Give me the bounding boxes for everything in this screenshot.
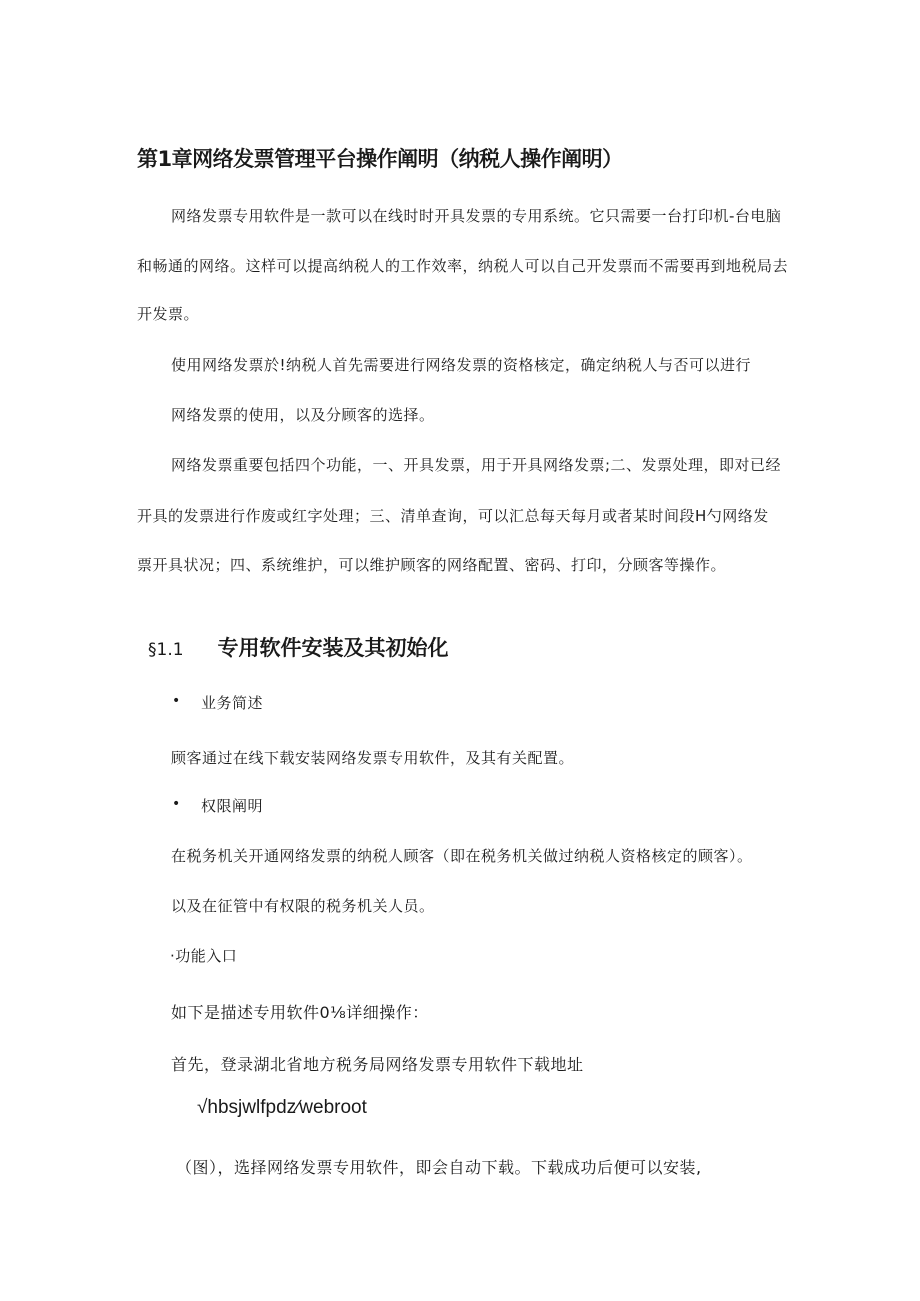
usage-paragraph-line-2: 网络发票的使用，以及分顾客的选择。 bbox=[171, 406, 435, 424]
functions-paragraph-line-3: 票开具状况；四、系统维护，可以维护顾客的网络配置、密码、打印，分顾客等操作。 bbox=[137, 556, 727, 574]
permission-label: 权限阐明 bbox=[201, 797, 264, 815]
permission-line-1: 在税务机关开通网络发票的纳税人顾客（即在税务机关做过纳税人资格核定的顾客）。 bbox=[171, 847, 753, 865]
entry-line-1: 如下是描述专用软件0⅛详细操作： bbox=[171, 1003, 429, 1022]
permission-bullet: • bbox=[172, 796, 181, 812]
section-heading bbox=[148, 632, 449, 662]
business-bullet: • bbox=[172, 693, 181, 709]
intro-paragraph-line-3: 开发票。 bbox=[137, 305, 200, 323]
section-title: 专用软件安装及其初始化 bbox=[217, 636, 449, 660]
entry-line-3: （图），选择网络发票专用软件，即会自动下载。下载成功后便可以安装, bbox=[176, 1158, 702, 1177]
section-number: §1.1 bbox=[148, 640, 184, 660]
entry-label: ·功能入口 bbox=[170, 947, 238, 965]
business-text: 顾客通过在线下载安装网络发票专用软件，及其有关配置。 bbox=[171, 749, 575, 767]
permission-line-2: 以及在征管中有权限的税务机关人员。 bbox=[171, 897, 435, 915]
functions-paragraph-line-2: 开具的发票进行作废或红字处理；三、清单查询，可以汇总每天每月或者某时间段H勺网络发 bbox=[137, 507, 769, 525]
download-url: √hbsjwlfpdz∕webroot bbox=[197, 1097, 367, 1118]
business-label: 业务简述 bbox=[201, 694, 264, 712]
intro-paragraph-line-1: 网络发票专用软件是一款可以在线时时开具发票的专用系统。它只需要一台打印机-台电脑 bbox=[171, 207, 782, 225]
chapter-title: 第1章网络发票管理平台操作阐明（纳税人操作阐明） bbox=[137, 147, 623, 171]
functions-paragraph-line-1: 网络发票重要包括四个功能，一、开具发票，用于开具网络发票;二、发票处理，即对已经 bbox=[171, 456, 782, 474]
intro-paragraph-line-2: 和畅通的网络。这样可以提高纳税人的工作效率，纳税人可以自己开发票而不需要再到地税局去 bbox=[137, 257, 789, 275]
entry-line-2: 首先，登录湖北省地方税务局网络发票专用软件下载地址 bbox=[171, 1055, 584, 1074]
usage-paragraph-line-1: 使用网络发票於!纳税人首先需要进行网络发票的资格核定，确定纳税人与否可以进行 bbox=[171, 356, 752, 374]
